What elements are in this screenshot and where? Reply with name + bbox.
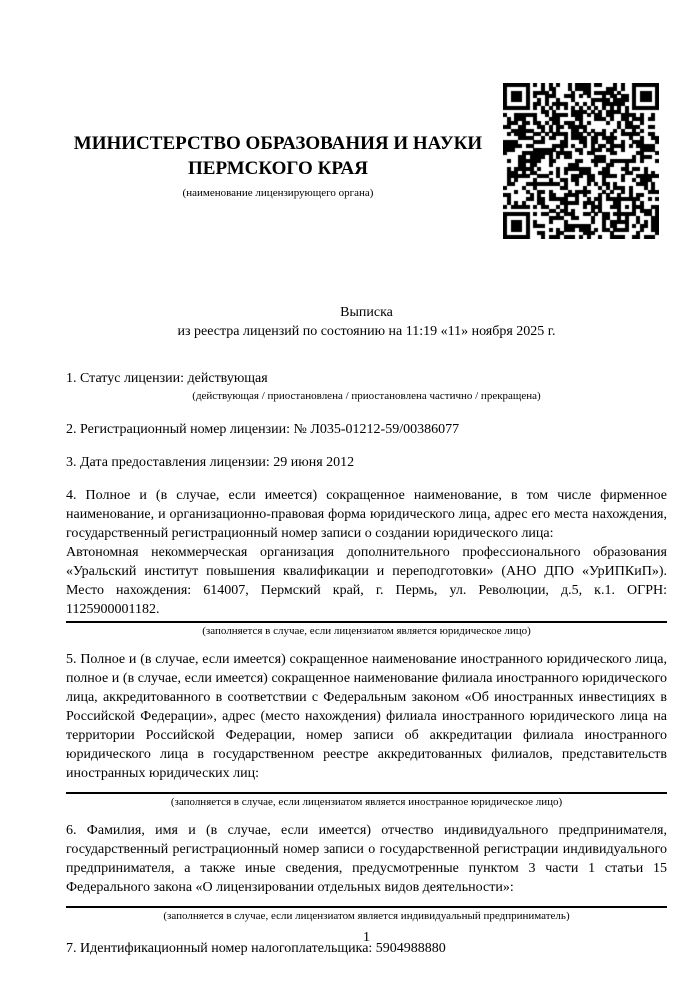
item-6-entrepreneur-question: 6. Фамилия, имя и (в случае, если имеется) отчество индивидуального предпринимателя, государственный регистрационный номер записи о государственной регистрации индивидуального предпринимателя, а также иные сведения, предусмотренные пунктом 3 части 1 статьи 15 Федерального закона «О лицензировании отдельных видов деятельности»:	[66, 823, 667, 895]
page-number: 1	[363, 930, 370, 945]
item-4-legal-entity-answer: Автономная некоммерческая организация дополнительного профессионального образования «Уральский институт повышения квалификации и переподготовки» (АНО ДПО «УрИПКиП»). Место нахождения: 614007, Пермский край, г. Пермь, ул. Революции, д.5, к.1. ОГРН: 1125900001182.	[66, 545, 667, 617]
licensing-authority-name	[66, 131, 490, 200]
item-4-legal-entity-question: 4. Полное и (в случае, если имеется) сокращенное наименование, в том числе фирменное наименование, и организационно-правовая форма юридического лица, адрес его места нахождения, государственный регистрационный номер записи о создании юридического лица:	[66, 488, 667, 541]
item-4-fill-line	[66, 621, 667, 623]
document-body	[66, 303, 667, 958]
item-4-caption: (заполняется в случае, если лицензиатом является юридическое лицо)	[202, 625, 531, 637]
ministry-name-line-2: ПЕРМСКОГО КРАЯ	[188, 158, 368, 179]
item-1-license-status: 1. Статус лицензии: действующая	[66, 371, 268, 386]
ministry-name-caption: (наименование лицензирующего органа)	[182, 187, 374, 199]
item-6-caption: (заполняется в случае, если лицензиатом является индивидуальный предприниматель)	[163, 910, 570, 922]
extract-title: Выписка	[340, 305, 393, 320]
item-5-fill-line	[66, 792, 667, 794]
item-7-taxpayer-id: 7. Идентификационный номер налогоплательщика: 5904988880	[66, 941, 446, 956]
ministry-name-line-1: МИНИСТЕРСТВО ОБРАЗОВАНИЯ И НАУКИ	[73, 133, 483, 154]
extract-subtitle: из реестра лицензий по состоянию на 11:19 «11» ноября 2025 г.	[177, 324, 556, 339]
item-1-caption: (действующая / приостановлена / приостановлена частично / прекращена)	[192, 390, 541, 402]
qr-code	[503, 83, 659, 239]
item-6-fill-line	[66, 906, 667, 908]
item-2-registration-number: 2. Регистрационный номер лицензии: № Л035-01212-59/00386077	[66, 422, 460, 437]
item-3-grant-date: 3. Дата предоставления лицензии: 29 июня 2012	[66, 455, 355, 470]
item-5-foreign-entity-question: 5. Полное и (в случае, если имеется) сокращенное наименование иностранного юридического лица, полное и (в случае, если имеется) сокращенное наименование филиала иностранного юридического лица, аккредитованного в соответствии с Федеральным законом «Об иностранных инвестициях в Российской Федерации», адрес (место нахождения) филиала иностранного юридического лица на территории Российской Федерации, номер записи об аккредитации филиала иностранного юридического лица в государственном реестре аккредитованных филиалов, представительств иностранных юридических лиц:	[66, 652, 667, 781]
item-5-caption: (заполняется в случае, если лицензиатом является иностранное юридическое лицо)	[170, 796, 563, 808]
